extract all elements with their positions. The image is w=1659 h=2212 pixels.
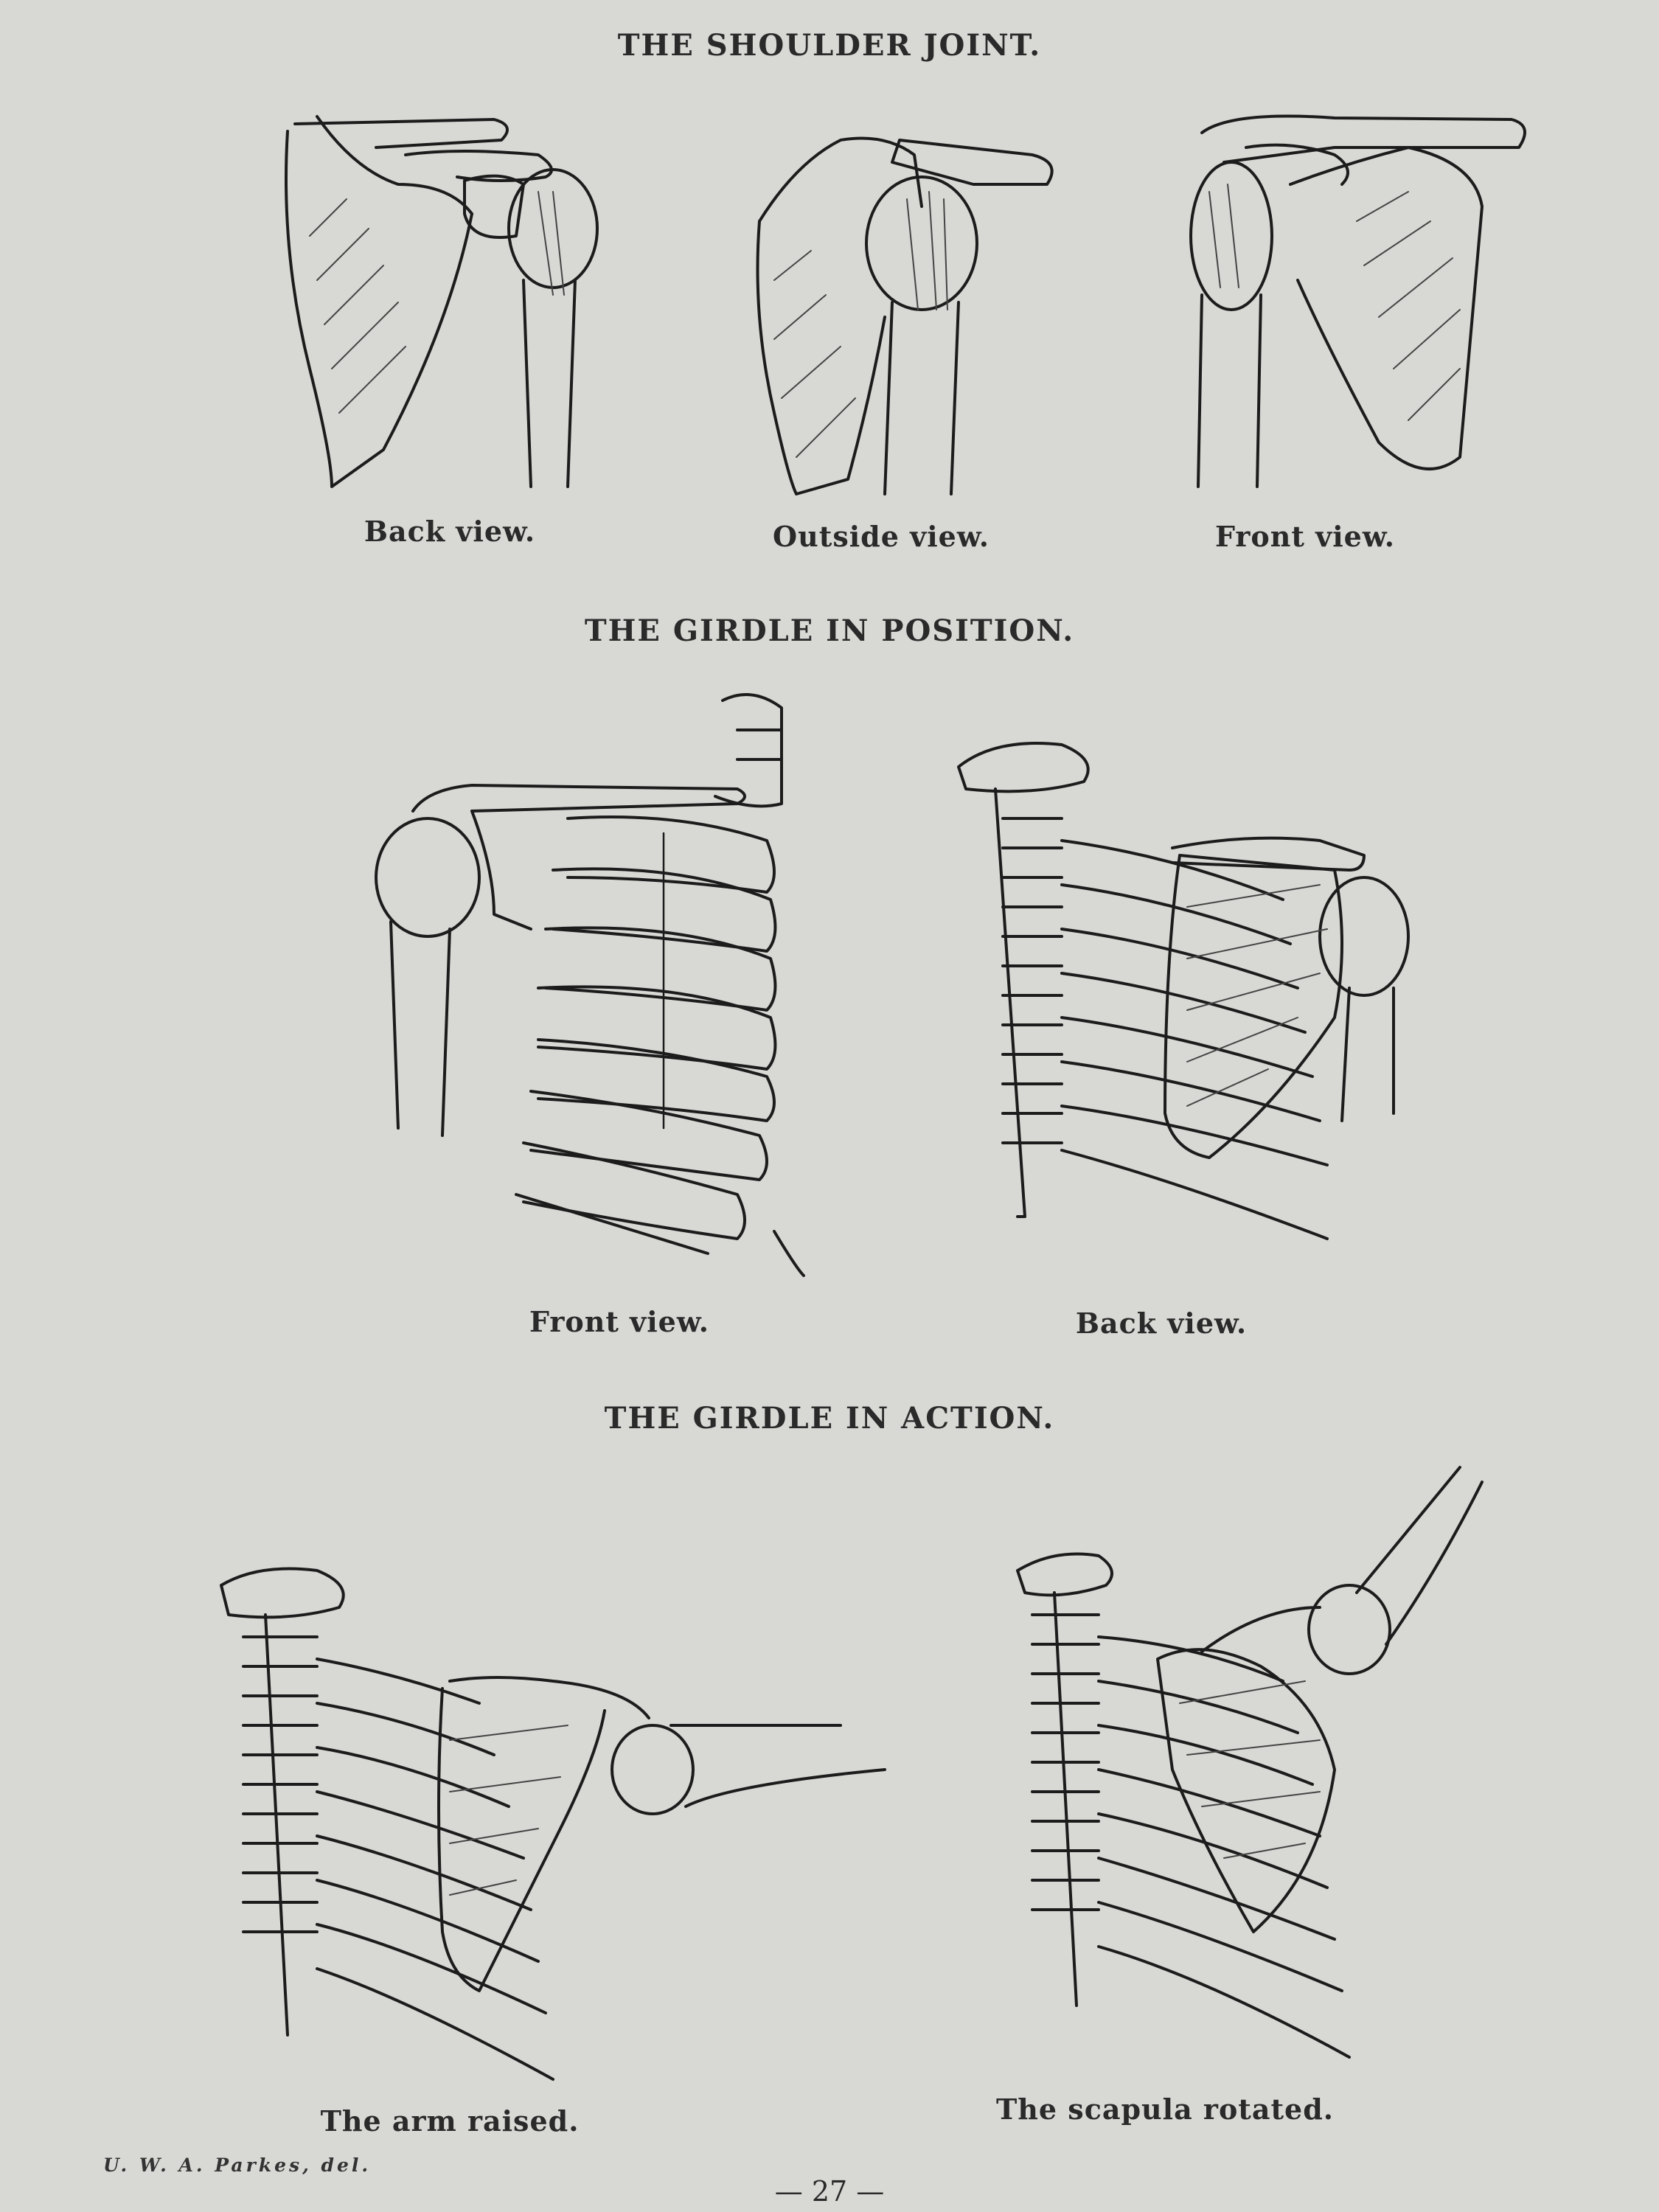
- shoulder-joint-back-view-illustration: [280, 103, 605, 501]
- heading-girdle-in-position: THE GIRDLE IN POSITION.: [584, 613, 1075, 648]
- shoulder-joint-outside-view-illustration: [752, 133, 1069, 501]
- page-number: — 27 —: [774, 2175, 885, 2208]
- caption-back-view: Back view.: [364, 515, 536, 548]
- heading-shoulder-joint: THE SHOULDER JOINT.: [617, 28, 1042, 63]
- caption-scapula-rotated: The scapula rotated.: [995, 2093, 1335, 2126]
- girdle-action-arm-raised-illustration: [214, 1563, 900, 2094]
- heading-girdle-in-action: THE GIRDLE IN ACTION.: [604, 1401, 1055, 1436]
- artist-credit: U. W. A. Parkes, del.: [103, 2154, 372, 2176]
- caption-arm-raised: The arm raised.: [320, 2104, 580, 2138]
- girdle-action-scapula-rotated-illustration: [1010, 1460, 1497, 2072]
- girdle-position-back-view-illustration: [951, 737, 1430, 1283]
- caption-front-view: Front view.: [1215, 520, 1395, 553]
- girdle-position-front-view-illustration: [369, 686, 811, 1268]
- caption-girdle-back-view: Back view.: [1075, 1307, 1248, 1340]
- caption-girdle-front-view: Front view.: [529, 1305, 709, 1338]
- shoulder-joint-front-view-illustration: [1187, 103, 1534, 501]
- caption-outside-view: Outside view.: [773, 520, 990, 553]
